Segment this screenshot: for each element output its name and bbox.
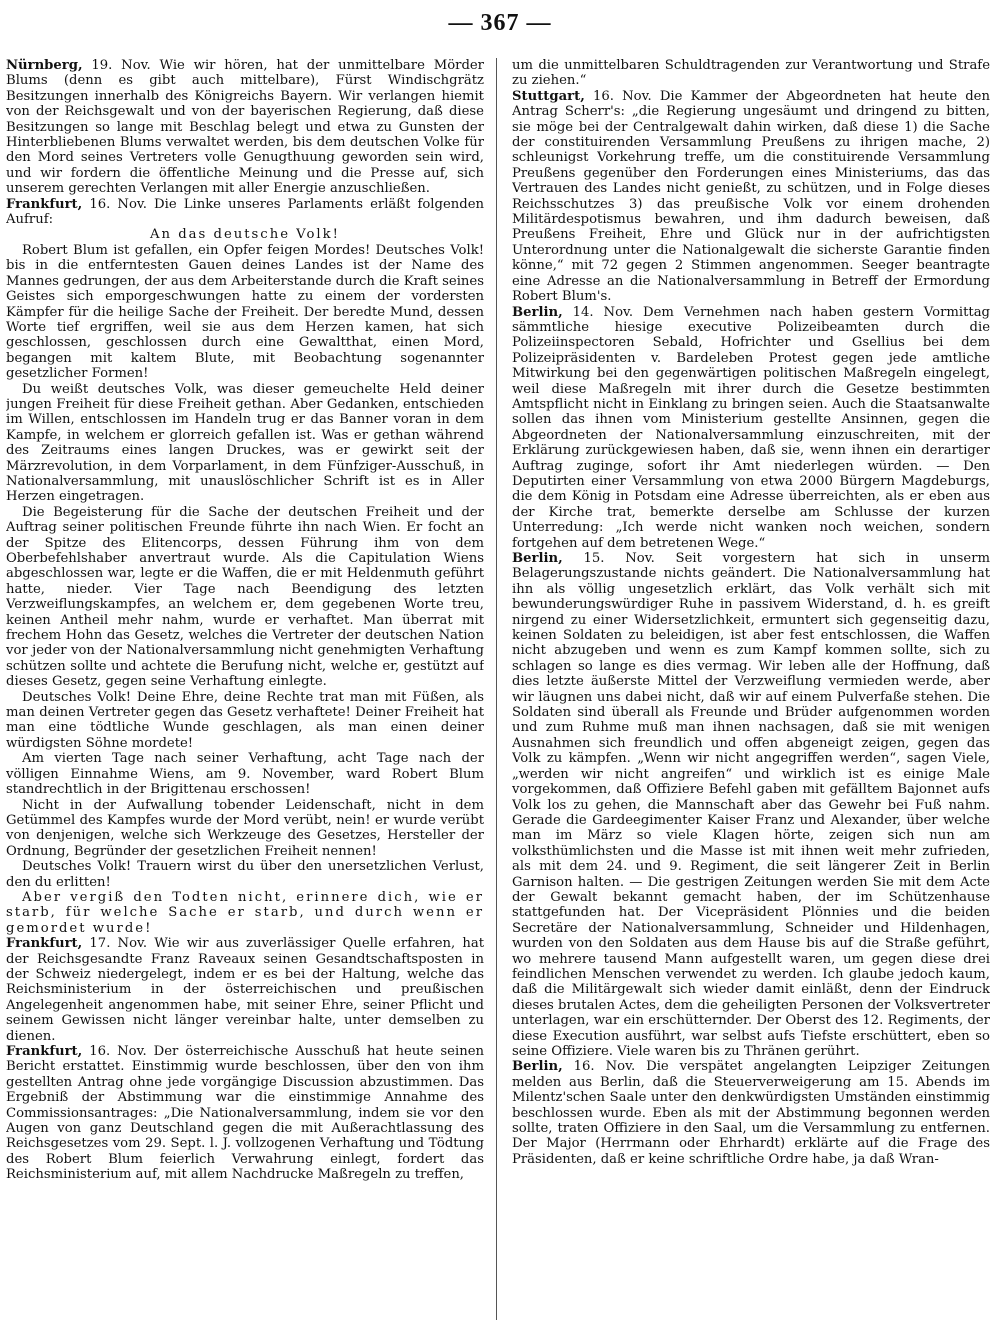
right-column-paragraph	[512, 305, 990, 552]
left-column-paragraph: Aber vergiß den Todten nicht, erinnere dich, wie er starb, für welche Sache er starb, und durch wenn er gemordet wurde!	[6, 889, 484, 936]
article-text: 16. Nov. Die Linke unseres Parlaments erläßt folgenden Aufruf:	[6, 196, 484, 228]
article-text: 19. Nov. Wie wir hören, hat der unmittelbare Mörder Blums (denn es gibt auch mittelbare), Fürst Windischgrätz Besitzungen innerhalb des Königreichs Bayern. Wir verlangen hiemit von der Reichsgewalt und von der bayerischen Regierung, daß diese Besitzungen so lange mit Beschlag belegt und etwa zu Gunsten der Hinterbliebenen Blums verwaltet werden, bis dem deutschen Volke für den Mord seines Vertreters volle Genugthuung geworden sein wird, und wir fordern die öffentliche Meinung und die Presse auf, sich unserem gerechten Verlangen mit aller Energie anzuschließen.	[6, 58, 484, 197]
dateline: Frankfurt,	[6, 1044, 83, 1059]
article-text: um die unmittelbaren Schuldtragenden zur Verantwortung und Strafe zu ziehen.“	[512, 58, 990, 89]
article-text: Deutsches Volk! Trauern wirst du über den unersetzlichen Verlust, den du erlitten!	[6, 859, 484, 890]
dateline: Berlin,	[512, 304, 563, 320]
left-column-paragraph	[6, 690, 484, 752]
right-column-paragraph	[512, 58, 990, 89]
article-text: Die Begeisterung für die Sache der deutschen Freiheit und der Auftrag seiner politischen Freunde führte ihn nach Wien. Er focht an der Spitze des Elitencorps, dessen Führung ihm von dem Oberbefehlshaber anvertraut wurde. Als die Capitulation Wiens abgeschlossen war, legte er die Waffen, die er mit Heldenmuth geführt hatte, nieder. Vier Tage nach Beendigung des letzten Verzweiflungskampfes, an welchem er, dem gegebenen Worte treu, keinen Antheil mehr nahm, wurde er verhaftet. Man überrat mit frechem Hohn das Gesetz, welches die Vertreter der deutschen Nation vor jeder von der Nationalversammlung nicht genehmigten Verhaftung schützen sollte und achtete die Berufung nicht, welche er, gestützt auf dieses Gesetz, gegen seine Verhaftung einlegte.	[6, 504, 484, 690]
left-column-paragraph	[6, 197, 484, 228]
dateline: Frankfurt,	[6, 936, 83, 952]
article-text: 16. Nov. Die Kammer der Abgeordneten hat heute den Antrag Scherr's: „die Regierung ungesäumt und dringend zu bitten, sie möge bei der Centralgewalt dahin wirken, daß diese 1) die Sache der constituirenden Versammlung Preußens zu ihrigen mache, 2) schleunigst Vorkehrung treffe, um die constituirende Versammlung Preußens gegenüber den Forderungen eines Ministeriums, das das Vertrauen des Landes nicht genießt, zu schützen, und in Folge dieses Reichsschutzes 3) das preußische Volk vor einem drohenden Militärdespotismus bewahren, und ihm dadurch beweisen, daß Preußens Freiheit, Ehre und Glück nur in der aufrichtigsten Unterordnung unter die Nationalgewalt die sicherste Garantie finden könne,“ mit 72 gegen 2 Stimmen angenommen. Seeger beantragte eine Adresse an die Nationalversammlung in Betreff der Ermordung Robert Blum's.	[512, 88, 990, 305]
column-divider	[496, 58, 497, 1320]
article-text: 15. Nov. Seit vorgestern hat sich in unserm Belagerungszustande nichts geändert. Die Nationalversammlung hat ihn als völlig ungesetzlich erklärt, das Volk verhält sich mit bewunderungswürdiger Ruhe in passivem Widerstand, d. h. es greift nirgend zu einer Widersetzlichkeit, ermuntert sich gegenseitig dazu, keinen Soldaten zu beleidigen, ist aber fest entschlossen, die Waffen nicht abzugeben und wenn es zum Kampf kommen sollte, sich zu schlagen so lange es dies vermag. Wir leben alle der Hoffnung, daß dies letzte äußerste Mittel der Verzweiflung vermieden werde, aber wir läugnen uns dabei nicht, daß wir auf einem Pulverfaße stehen. Die Soldaten sind überall als Freunde und Brüder aufgenommen worden und zum Ruhme muß man ihnen nachsagen, daß sie mit wenigen Ausnahmen sich freundlich und offen abgeneigt zeigen, gegen das Volk zu kämpfen. „Wenn wir nicht angegriffen werden“, sagen Viele, „werden wir nicht angreifen“ und wirklich ist es einige Male vorgekommen, daß Offiziere Befehl gaben mit gefälltem Bajonnet aufs Volk los zu gehen, die Mannschaft aber das Gewehr bei Fuß nahm. Gerade die Gardeegimenter Kaiser Franz und Alexander, über welche man im März so viele Klagen hörte, zeigen sich nun am volksthümlichsten und die Masse ist mit ihnen weit mehr zufrieden, als mit dem 24. und 9. Regiment, die seit längerer Zeit in Berlin Garnison halten. — Die gestrigen Zeitungen werden Sie mit dem Acte der Gewalt bekannt gemacht haben, der im Schützenhause stattgefunden hat. Der Vicepräsident Plönnies und die beiden Secretäre der Nationalversammlung, Schneider und Hildenhagen, wurden von den Soldaten aus dem Hause bis auf die Straße geführt, wo mehrere tausend Mann aufgestellt waren, um gegen diese drei feindlichen Menschen verwendet zu werden. Ich glaube jedoch kaum, daß die Militärgewalt sich wieder damit einläßt, denn der Eindruck dieses brutalen Actes, dem die geheiligten Personen der Volksvertreter unterlagen, war ein erschütternder. Der Oberst des 12. Regiments, der diese Execution ausführt, war selbst aufs Tiefste erschüttert, eben so seine Offiziere. Viele waren bis zu Thränen gerührt.	[512, 551, 990, 1059]
article-text: 16. Nov. Die verspätet angelangten Leipziger Zeitungen melden aus Berlin, daß die Steuerverweigerung am 15. Abends im Milentz'schen Saale unter den denkwürdigsten Umständen einstimmig beschlossen wurde. Eben als mit der Abstimmung begonnen werden sollte, traten Offiziere in den Saal, um die Versammlung zu entfernen. Der Major (Herrmann oder Ehrhardt) erklärte auf die Frage des Präsidenten, daß er keine schriftliche Ordre habe, ja daß Wran-	[512, 1059, 990, 1167]
dateline: Berlin,	[512, 551, 563, 566]
left-column-paragraph	[6, 505, 484, 690]
article-text: Du weißt deutsches Volk, was dieser gemeuchelte Held deiner jungen Freiheit für diese Freiheit gethan. Aber Gedanken, entschieden im Willen, entschlossen im Handeln trug er das Banner voran in dem Kampfe, in welchem er glorreich gefallen ist. Was er gethan während des Zeitraums eines langen Druckes, was er gewirkt seit der Märzrevolution, in dem Vorparlament, in dem Fünfziger-Ausschuß, in Nationalversammlung, mit unauslöschlicher Schrift ist es in Aller Herzen eingetragen.	[6, 381, 484, 505]
appeal-heading: An das deutsche Volk!	[150, 227, 340, 243]
article-text: Am vierten Tage nach seiner Verhaftung, acht Tage nach der völligen Einnahme Wiens, am 9. November, ward Robert Blum standrechtlich in der Brigittenau erschossen!	[6, 751, 484, 798]
left-column-paragraph	[6, 798, 484, 860]
article-text: Robert Blum ist gefallen, ein Opfer feigen Mordes! Deutsches Volk! bis in die entferntesten Gauen deines Landes ist der Name des Mannes gedrungen, der aus dem Arbeiterstande durch die Kraft seines Geistes sich emporgeschwungen hatte zu einem der vordersten Kämpfer für die heilige Sache der Freiheit. Der beredte Mund, dessen Worte tief ergriffen, weil sie aus dem Herzen kamen, hat sich geschlossen, geschlossen durch eine Gewaltthat, einen Mord, begangen mit kaltem Blute, mit Beobachtung sogenannter gesetzlicher Formen!	[6, 242, 484, 382]
left-column-paragraph	[6, 751, 484, 797]
article-text: Nicht in der Aufwallung tobender Leidenschaft, nicht in dem Getümmel des Kampfes wurde der Mord verübt, nein! er wurde verübt von denjenigen, welche sich Werkzeuge des Gesetzes, Hersteller der Ordnung, Begründer der gesetzlichen Freiheit nennen!	[6, 797, 484, 859]
page-number: — 367 —	[448, 10, 552, 36]
article-text: 17. Nov. Wie wir aus zuverlässiger Quelle erfahren, hat der Reichsgesandte Franz Raveaux seinen Gesandtschaftsposten in der Schweiz niedergelegt, indem er es bei der Haltung, welche das Reichsministerium in der österreichischen und preußischen Angelegenheit angenommen habe, mit seiner Ehre, seiner Pflicht und seinem Gewissen nicht länger vereinbar halte, unter demselben zu dienen.	[6, 936, 484, 1044]
right-column-paragraph	[512, 89, 990, 305]
article-text: 14. Nov. Dem Vernehmen nach haben gestern Vormittag sämmtliche hiesige executive Polizeibeamten durch die Polizeiinspectoren Sebald, Hofrichter und Gsellius bei dem Polizeipräsidenten v. Bardeleben Protest gegen jede amtliche Mitwirkung bei den gegenwärtigen politischen Maßregeln eingelegt, weil diese Maßregeln mit ihrer durch die Gesetze bestimmten Amtspflicht nicht in Einklang zu bringen seien. Auch die Staatsanwalte sollen das ihnen vom Ministerium gestellte Ansinnen, gegen die Abgeordneten der Nationalversammlung einzuschreiten, mit der Erklärung zurückgewiesen haben, daß sie, wenn ihnen ein derartiger Auftrag zuginge, sofort ihr Amt niederlegen würden. — Den Deputirten einer Versammlung von etwa 2000 Bürgern Magdeburgs, die dem König in Potsdam eine Adresse überreichten, als er eben aus der Kirche trat, bemerkte derselbe am Schlusse der kurzen Unterredung: „Ich werde nicht wanken noch weichen, sondern fortgehen auf dem betretenen Wege.“	[512, 304, 990, 551]
left-column-paragraph	[6, 1044, 484, 1183]
article-text: 16. Nov. Der österreichische Ausschuß hat heute seinen Bericht erstattet. Einstimmig wurde beschlossen, über den von ihm gestellten Antrag ohne jede vorgängige Discussion abzustimmen. Das Ergebniß der Abstimmung war die einstimmige Annahme des Commissionsantrages: „Die Nationalversammlung, indem sie vor den Augen von ganz Deutschland gegen die mit Außerachtlassung des Reichsgesetzes vom 29. Sept. l. J. vollzogenen Verhaftung und Tödtung des Robert Blum feierlich Verwahrung einlegt, fordert das Reichsministerium auf, mit allem Nachdrucke Maßregeln zu treffen,	[6, 1044, 484, 1183]
right-column-paragraph	[512, 1059, 990, 1167]
dateline: Nürnberg,	[6, 58, 83, 73]
right-column	[512, 58, 990, 1320]
left-column-paragraph	[6, 859, 484, 890]
left-column-paragraph	[6, 936, 484, 1044]
left-column-paragraph	[6, 243, 484, 382]
left-column-paragraph	[6, 58, 484, 197]
dateline: Frankfurt,	[6, 196, 83, 212]
article-text: Deutsches Volk! Deine Ehre, deine Rechte trat man mit Füßen, als man deinen Vertreter gegen das Gesetz verhaftete! Deiner Freiheit hat man eine tödtliche Wunde geschlagen, als man einen deiner würdigsten Söhne mordete!	[6, 689, 484, 751]
left-column	[6, 58, 484, 1320]
left-column-paragraph	[6, 382, 484, 505]
right-column-paragraph	[512, 551, 990, 1059]
dateline: Stuttgart,	[512, 88, 585, 104]
dateline: Berlin,	[512, 1059, 563, 1075]
